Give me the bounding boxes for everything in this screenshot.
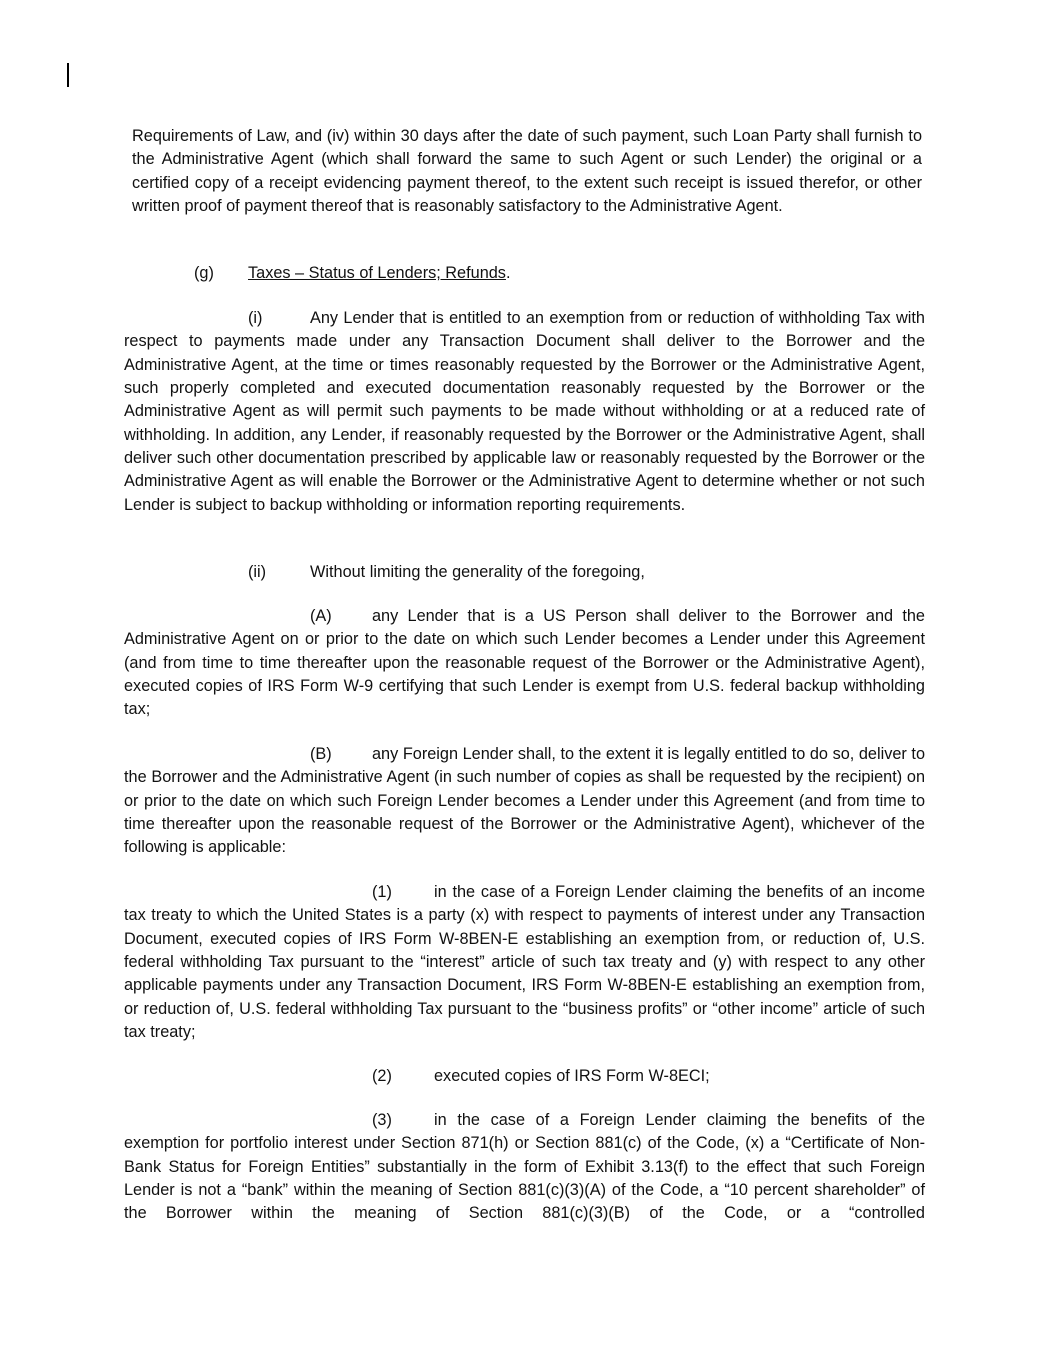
paragraph-2-label: (2) [372,1067,392,1085]
paragraph-2-text: executed copies of IRS Form W-8ECI; [434,1067,710,1085]
paragraph-b-label: (B) [310,745,332,763]
paragraph-3-label: (3) [372,1111,392,1129]
paragraph-i-text: Any Lender that is entitled to an exemption from or reduction of withholding Tax with respect to payments made under any Transaction Document shall deliver to the Borrower and the Administrative Agent, at the time or times reasonably requested by the Borrower or the Administrative Agent, such properly completed and executed documentation reasonably requested by the Borrower or the Administrative Agent as will permit such payments to be made without withholding or at a reduced rate of withholding. In addition, any Lender, if reasonably requested by the Borrower or the Administrative Agent, shall deliver such other documentation prescribed by applicable law or reasonably requested by the Borrower or the Administrative Agent as will enable the Borrower or the Administrative Agent to determine whether or not such Lender is subject to backup withholding or information reporting requirements. [124,309,925,514]
section-g-label: (g) [194,264,214,282]
text-cursor [67,63,69,87]
section-g-heading [194,262,510,285]
paragraph-ii [124,561,925,584]
section-g-title: Taxes – Status of Lenders; Refunds [248,264,506,282]
paragraph-ii-label: (ii) [248,563,267,581]
paragraph-1-label: (1) [372,883,392,901]
paragraph-b-text: any Foreign Lender shall, to the extent it is legally entitled to do so, deliver to the Borrower and the Administrative Agent (in such number of copies as shall be requested by the recipient) on or prior to the date on which such Foreign Lender becomes a Lender under this Agreement (and from time to time thereafter upon the reasonable request of the Borrower or the Administrative Agent), whichever of the following is applicable: [124,745,925,857]
paragraph-a-text: any Lender that is a US Person shall deliver to the Borrower and the Administrative Agent on or prior to the date on which such Lender becomes a Lender under this Agreement (and from time to time thereafter upon the reasonable request of the Borrower or the Administrative Agent), executed copies of IRS Form W-9 certifying that such Lender is exempt from U.S. federal backup withholding tax; [124,607,925,719]
paragraph-1-text: in the case of a Foreign Lender claiming the benefits of an income tax treaty to which the United States is a party (x) with respect to payments of interest under any Transaction Document, executed copies of IRS Form W-8BEN-E establishing an exemption from, or reduction of, U.S. federal withholding Tax pursuant to the “interest” article of such tax treaty and (y) with respect to any other applicable payments under any Transaction Document, IRS Form W-8BEN-E establishing an exemption from, or reduction of, U.S. federal withholding Tax pursuant to the “business profits” or “other income” article of such tax treaty; [124,883,925,1042]
paragraph-a-label: (A) [310,607,332,625]
paragraph-i-label: (i) [248,309,263,327]
paragraph-intro: Requirements of Law, and (iv) within 30 days after the date of such payment, such Loan Party shall furnish to the Administrative Agent (which shall forward the same to such Agent or such Lender) the original or a certified copy of a receipt evidencing payment thereof, to the extent such receipt is issued therefor, or other written proof of payment thereof that is reasonably satisfactory to the Administrative Agent. [132,127,922,216]
paragraph-3 [124,1109,925,1226]
paragraph-3-text: in the case of a Foreign Lender claiming the benefits of the exemption for portfolio interest under Section 871(h) or Section 881(c) of the Code, (x) a “Certificate of Non-Bank Status for Foreign Entities” substantially in the form of Exhibit 3.13(f) to the effect that such Foreign Lender is not a “bank” within the meaning of Section 881(c)(3)(A) of the Code, a “10 percent shareholder” of the Borrower within the meaning of Section 881(c)(3)(B) of the Code, or a “controlled [124,1111,925,1223]
paragraph-1 [124,881,925,1044]
paragraph-b [124,743,925,860]
paragraph-2 [124,1065,925,1088]
section-g-title-suffix: . [505,264,511,282]
paragraph-ii-text: Without limiting the generality of the foregoing, [310,563,645,581]
paragraph-a [124,605,925,722]
paragraph-i [124,307,925,517]
